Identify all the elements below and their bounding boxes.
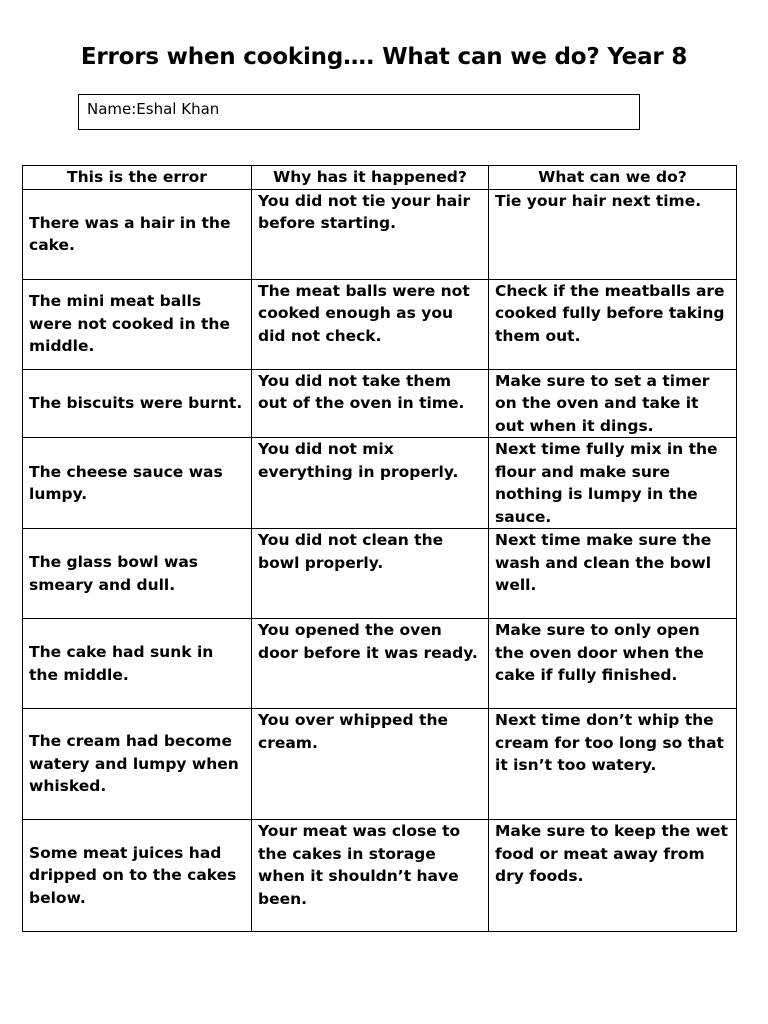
fix-cell: Next time don’t whip the cream for too long so that it isn’t too watery. — [489, 709, 737, 820]
table-row — [23, 820, 737, 932]
why-cell: The meat balls were not cooked enough as you did not check. — [252, 279, 489, 369]
table-row — [23, 529, 737, 619]
table-row — [23, 438, 737, 529]
why-cell: You opened the oven door before it was ready. — [252, 619, 489, 709]
error-cell: The mini meat balls were not cooked in the middle. — [23, 279, 252, 369]
why-cell: You did not tie your hair before starting. — [252, 189, 489, 279]
error-cell: The glass bowl was smeary and dull. — [23, 529, 252, 619]
errors-table — [22, 165, 737, 932]
page-title: Errors when cooking…. What can we do? Year 8 — [80, 44, 688, 70]
table-header-row — [23, 166, 737, 190]
why-cell: You did not mix everything in properly. — [252, 438, 489, 529]
why-cell: You did not clean the bowl properly. — [252, 529, 489, 619]
table-row — [23, 189, 737, 279]
error-cell: The cream had become watery and lumpy when whisked. — [23, 709, 252, 820]
fix-cell: Tie your hair next time. — [489, 189, 737, 279]
header-fix: What can we do? — [489, 166, 737, 190]
error-cell: The biscuits were burnt. — [23, 369, 252, 438]
fix-cell: Next time fully mix in the flour and make sure nothing is lumpy in the sauce. — [489, 438, 737, 529]
name-field[interactable]: Name:Eshal Khan — [78, 94, 640, 130]
error-cell: The cheese sauce was lumpy. — [23, 438, 252, 529]
error-cell: There was a hair in the cake. — [23, 189, 252, 279]
fix-cell: Next time make sure the wash and clean the bowl well. — [489, 529, 737, 619]
fix-cell: Make sure to keep the wet food or meat away from dry foods. — [489, 820, 737, 932]
error-cell: The cake had sunk in the middle. — [23, 619, 252, 709]
table-row — [23, 709, 737, 820]
fix-cell: Make sure to only open the oven door when the cake if fully finished. — [489, 619, 737, 709]
error-cell: Some meat juices had dripped on to the cakes below. — [23, 820, 252, 932]
why-cell: You did not take them out of the oven in time. — [252, 369, 489, 438]
table-row — [23, 279, 737, 369]
fix-cell: Make sure to set a timer on the oven and take it out when it dings. — [489, 369, 737, 438]
header-error: This is the error — [23, 166, 252, 190]
why-cell: You over whipped the cream. — [252, 709, 489, 820]
table-row — [23, 619, 737, 709]
why-cell: Your meat was close to the cakes in storage when it shouldn’t have been. — [252, 820, 489, 932]
table-row — [23, 369, 737, 438]
fix-cell: Check if the meatballs are cooked fully before taking them out. — [489, 279, 737, 369]
header-why: Why has it happened? — [252, 166, 489, 190]
